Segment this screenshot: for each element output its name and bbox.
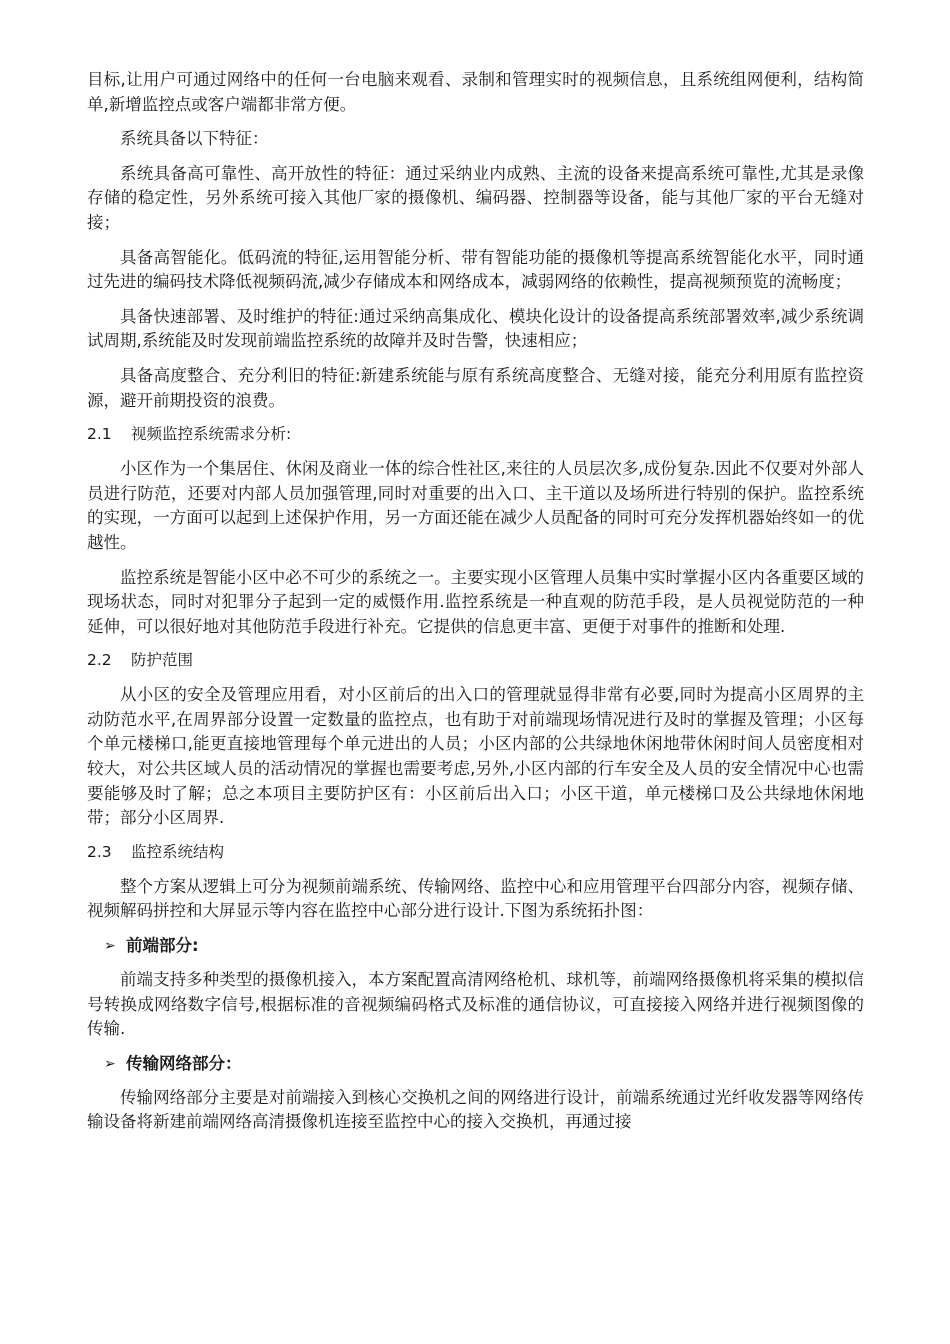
section-number: 2.1 (87, 425, 112, 444)
section-heading-2-2 (87, 649, 864, 671)
paragraph-requirements-1: 小区作为一个集居住、休闲及商业一体的综合性社区,来往的人员层次多,成份复杂.因此不仅要对外部人员进行防范，还要对内部人员加强管理,同时对重要的出入口、主干道以及场所进行特别的保护。监控系统的实现，一方面可以起到上述保护作用，另一方面还能在减少人员配备的同时可充分发挥机器始终如一的优越性。 (87, 459, 864, 552)
bullet-heading-network (104, 1052, 864, 1076)
arrow-bullet-icon: ➢ (104, 938, 116, 955)
bullet-heading-frontend (104, 934, 864, 958)
paragraph-features-lead: 系统具备以下特征： (120, 129, 269, 149)
paragraph-system-structure: 整个方案从逻辑上可分为视频前端系统、传输网络、监控中心和应用管理平台四部分内容，视频存储、视频解码拼控和大屏显示等内容在监控中心部分进行设计.下图为系统拓扑图： (87, 876, 864, 921)
bullet-title: 前端部分: (126, 936, 199, 956)
section-title: 视频监控系统需求分析: (131, 425, 292, 444)
paragraph-protection-scope: 从小区的安全及管理应用看，对小区前后的出入口的管理就显得非常有必要,同时为提高小区周界的主动防范水平,在周界部分设置一定数量的监控点，也有助于对前端现场情况进行及时的掌握及管理；小区每个单元楼梯口,能更直接地管理每个单元进出的人员；小区内部的公共绿地休闲地带休闲时间人员密度相对较大，对公共区域人员的活动情况的掌握也需要考虑,另外,小区内部的行车安全及人员的安全情况中心也需要能够及时了解；总之本项目主要防护区有：小区前后出入口；小区干道，单元楼梯口及公共绿地休闲地带；部分小区周界. (87, 685, 864, 828)
section-number: 2.2 (87, 651, 112, 670)
paragraph-frontend: 前端支持多种类型的摄像机接入，本方案配置高清网络枪机、球机等，前端网络摄像机将采集的模拟信号转换成网络数字信号,根据标准的音视频编码格式及标准的通信协议，可直接接入网络并进行视频图像的传输. (87, 970, 864, 1039)
paragraph-network: 传输网络部分主要是对前端接入到核心交换机之间的网络进行设计，前端系统通过光纤收发器等网络传输设备将新建前端网络高清摄像机连接至监控中心的接入交换机，再通过接 (87, 1087, 864, 1132)
paragraph-intro-continuation: 目标,让用户可通过网络中的任何一台电脑来观看、录制和管理实时的视频信息，且系统组网便利，结构简单,新增监控点或客户端都非常方便。 (87, 70, 864, 114)
paragraph-feature-intelligence: 具备高智能化。低码流的特征,运用智能分析、带有智能功能的摄像机等提高系统智能化水平，同时通过先进的编码技术降低视频码流,减少存储成本和网络成本，减弱网络的依赖性，提高视频预览的流畅度； (87, 247, 864, 292)
arrow-bullet-icon: ➢ (104, 1055, 116, 1072)
paragraph-feature-deployment: 具备快速部署、及时维护的特征:通过采纳高集成化、模块化设计的设备提高系统部署效率,减少系统调试周期,系统能及时发现前端监控系统的故障并及时告警，快速相应； (87, 306, 864, 351)
bullet-title: 传输网络部分： (126, 1053, 242, 1073)
section-title: 监控系统结构 (131, 842, 225, 861)
paragraph-feature-integration: 具备高度整合、充分利旧的特征:新建系统能与原有系统高度整合、无缝对接，能充分利用原有监控资源，避开前期投资的浪费。 (87, 365, 864, 410)
section-heading-2-1 (87, 423, 864, 445)
section-heading-2-3 (87, 841, 864, 863)
section-number: 2.3 (87, 842, 112, 861)
section-title: 防护范围 (131, 651, 194, 670)
paragraph-feature-reliability: 系统具备高可靠性、高开放性的特征：通过采纳业内成熟、主流的设备来提高系统可靠性,尤其是录像存储的稳定性，另外系统可接入其他厂家的摄像机、编码器、控制器等设备，能与其他厂家的平台无缝对接； (87, 163, 864, 232)
paragraph-requirements-2: 监控系统是智能小区中必不可少的系统之一。主要实现小区管理人员集中实时掌握小区内各重要区域的现场状态，同时对犯罪分子起到一定的威慑作用.监控系统是一种直观的防范手段，是人员视觉防范的一种延伸，可以很好地对其他防范手段进行补充。它提供的信息更丰富、更便于对事件的推断和处理. (87, 567, 864, 636)
